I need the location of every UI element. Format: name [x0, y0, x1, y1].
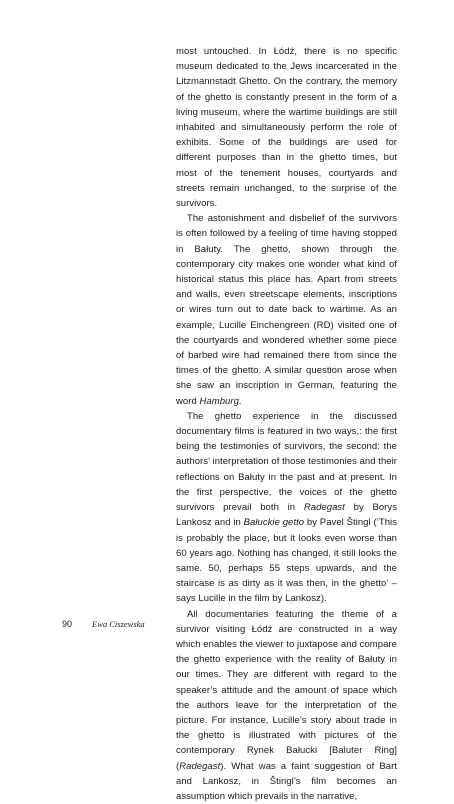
italic-title: Radegast [179, 760, 221, 772]
text-run: The astonishment and disbelief of the survivors is often followed by a feeling of time having stopped in Bałuty. The ghetto, shown through the contemporary city makes one wonder what kind of historical status this place has. Apart from streets and walls, even streetscape elements, inscriptions or wires turn out to date back to wartime. As an example, Lucille Einchengreen (RD) visited one of the courtyards and wondered whether some piece of barbed wire had remained there from since the times of the ghetto. A similar question arose when she saw an inscription in German, featuring the word [176, 213, 397, 407]
italic-title: Radegast [303, 502, 345, 514]
italic-title: Bałuckie getto [243, 517, 305, 529]
text-run: . [238, 395, 242, 407]
text-column [176, 44, 397, 804]
text-run: by Borys Lankosz and in [176, 502, 397, 529]
paragraph-4 [176, 607, 397, 804]
page-footer [0, 616, 454, 632]
text-run: most untouched. In Łódź, there is no specific museum dedicated to the Jews incarcerated in the Litzmannstadt Ghetto. On the contrary, the memory of the ghetto is constantly present in the form of a living museum, where the wartime buildings are still inhabited and simultaneously perform the role of exhibits. Some of the buildings are used for different purposes than in the ghetto times, but most of the tenement houses, courtyards and streets remain unchanged, to the surprise of the survivors. [176, 46, 397, 210]
paragraph-1 [176, 44, 397, 211]
text-run: ). What was a faint suggestion of Bart and Lankosz, in Štingl’s film becomes an assumption which prevails in the narrative, [176, 760, 397, 802]
paragraph-2 [176, 211, 397, 409]
italic-title: Hamburg [199, 395, 239, 407]
page-number: 90 [62, 619, 73, 629]
text-run: All documentaries featuring the theme of a survivor visiting Łódź are constructed in a way which enables the viewer to juxtapose and compare the ghetto experience with the reality of Bałuty in our times. They are different with regard to the speaker’s attitude and the amount of space which the authors leave for the interpretation of the picture. For instance, Lucille’s story about trade in the ghetto is illustrated with pictures of the contemporary Rynek Bałucki [Baluter Ring] ( [176, 608, 397, 772]
text-run: by Pavel Štingl (‘This is probably the place, but it looks even worse than 60 years ago. Nothing has changed, it still looks the same. 50, perhaps 55 steps upwards, and the staircase is as dirty as it was then, in the ghetto’ – says Lucille in the film by Lankosz). [176, 517, 397, 605]
text-run: The ghetto experience in the discussed documentary films is featured in two ways,: the first being the testimonies of survivors, the second: the authors’ interpretation of those testimonies and their reflections on Bałuty in the past and at present. In the first perspective, the voices of the ghetto survivors prevail both in [176, 410, 397, 514]
paragraph-3 [176, 409, 397, 607]
running-author: Ewa Ciszewska [92, 619, 145, 629]
